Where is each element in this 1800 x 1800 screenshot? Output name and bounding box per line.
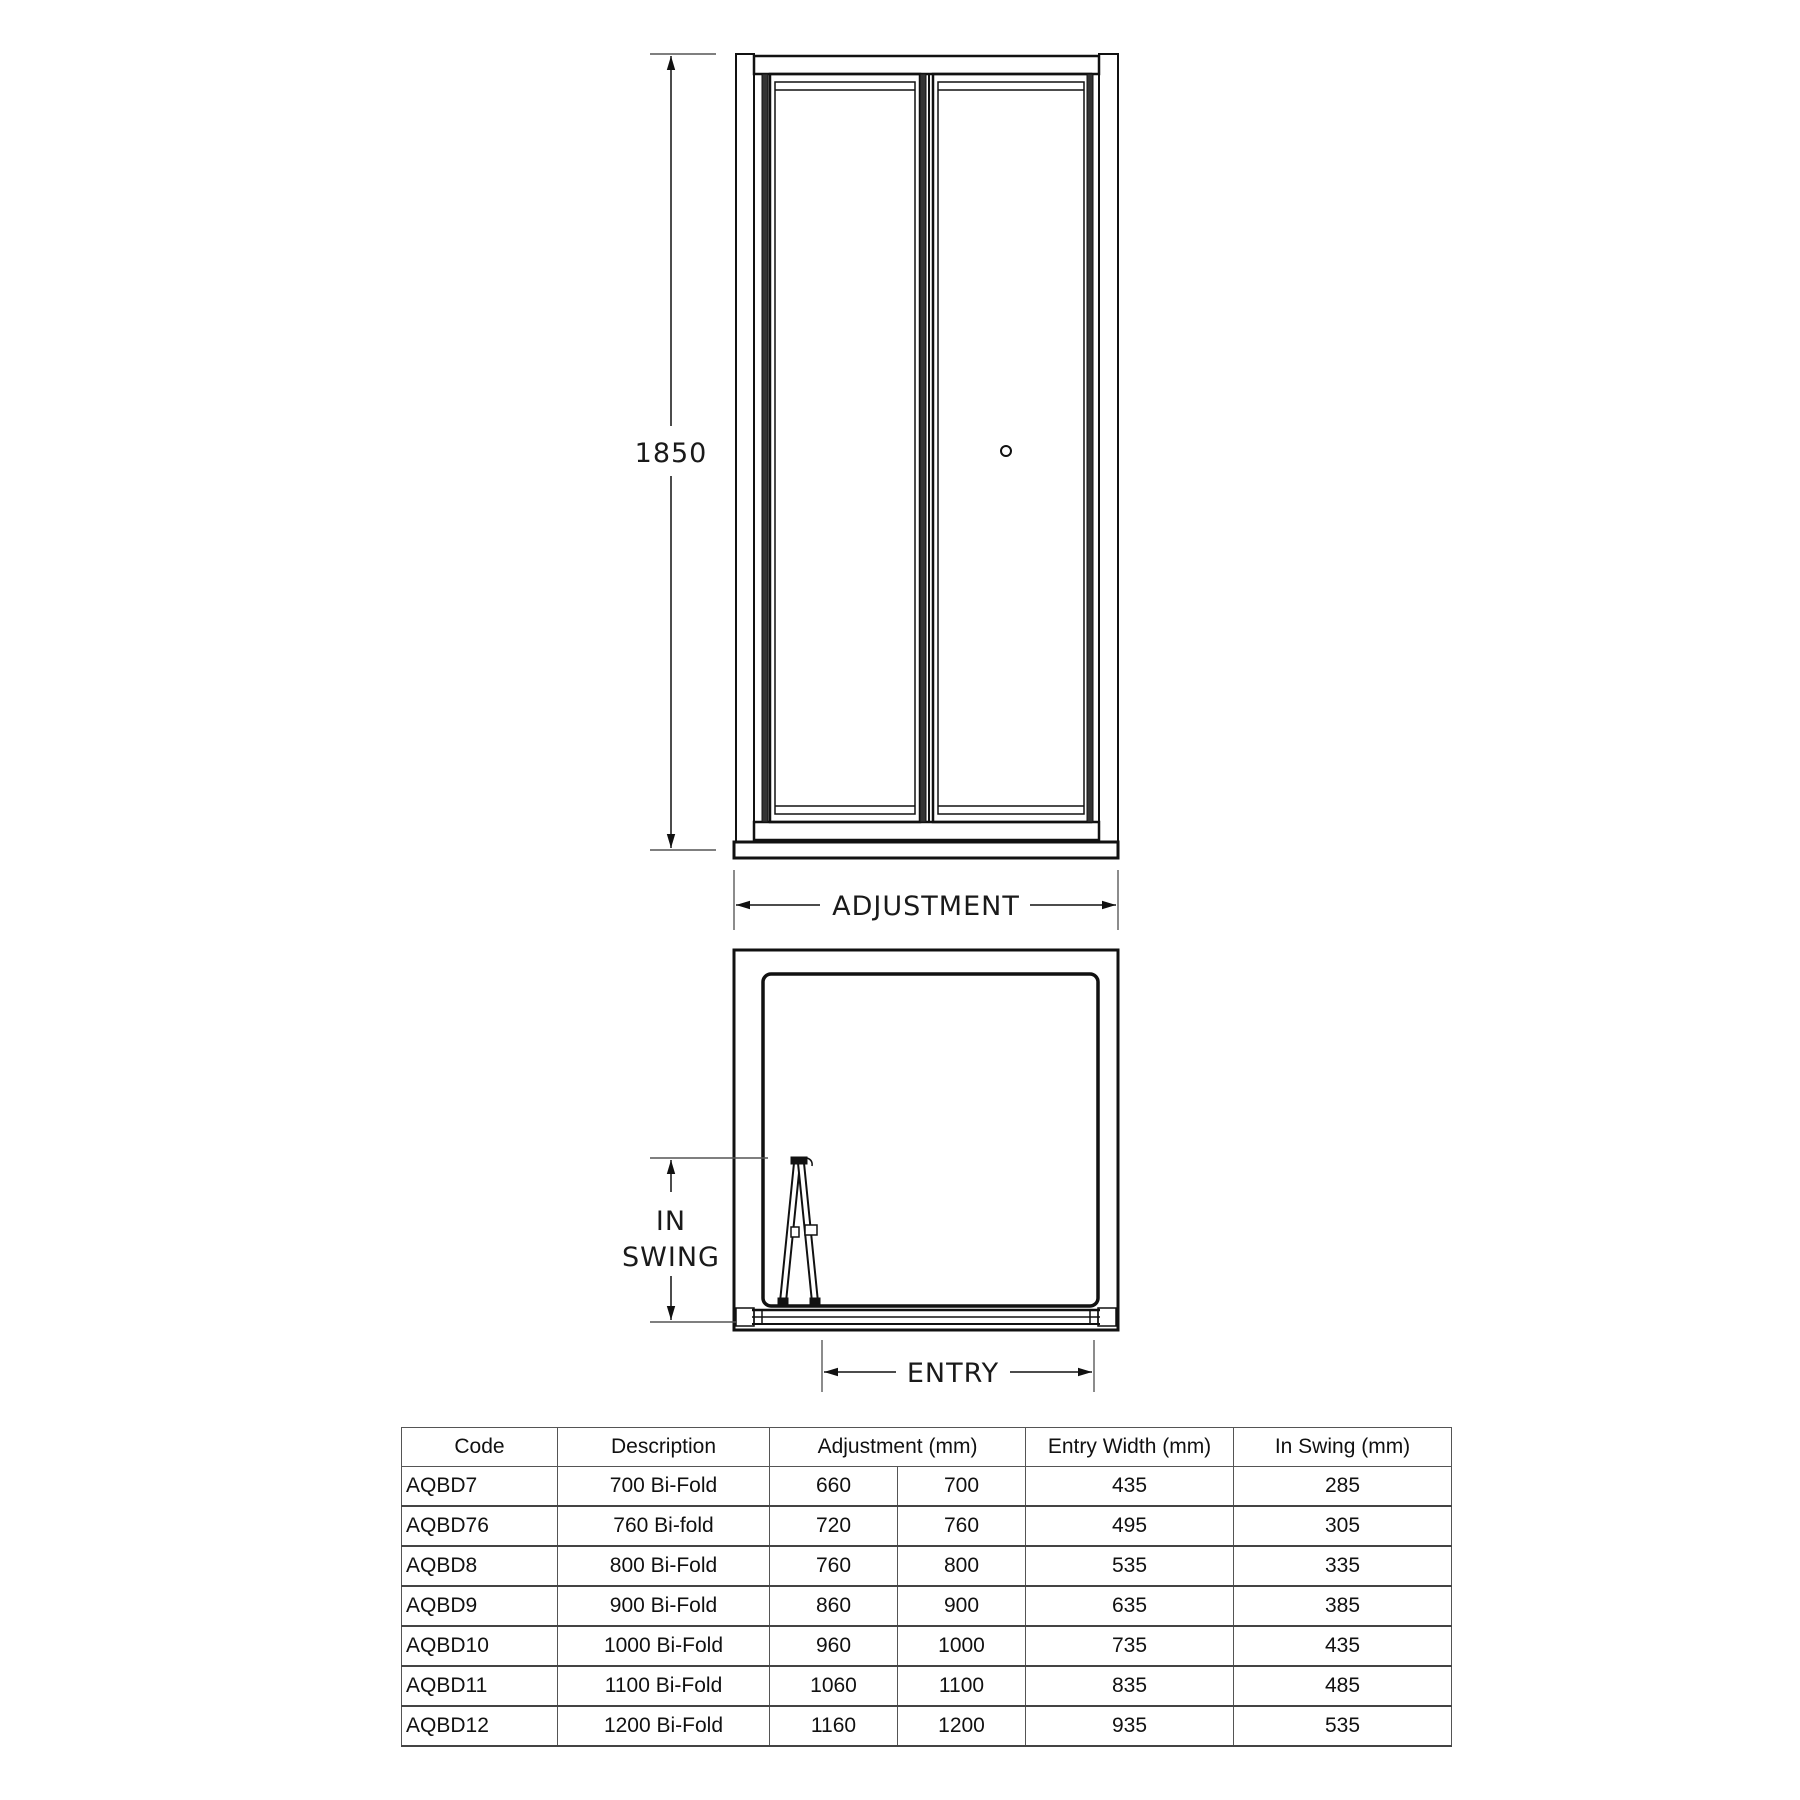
cell-description: 800 Bi-Fold [558, 1546, 770, 1586]
front-elevation [650, 54, 1118, 930]
cell-adjustment-min: 960 [770, 1626, 898, 1666]
cell-in-swing: 285 [1234, 1467, 1452, 1507]
cell-adjustment-max: 760 [898, 1506, 1026, 1546]
cell-description: 700 Bi-Fold [558, 1467, 770, 1507]
cell-code: AQBD12 [402, 1706, 558, 1746]
left-door-panel [762, 74, 920, 822]
bottom-rail [754, 822, 1099, 840]
table-row [402, 1506, 1452, 1546]
cell-entry-width: 495 [1026, 1506, 1234, 1546]
cell-description: 1200 Bi-Fold [558, 1706, 770, 1746]
cell-entry-width: 835 [1026, 1666, 1234, 1706]
table-row [402, 1706, 1452, 1746]
cell-code: AQBD11 [402, 1666, 558, 1706]
cell-adjustment-min: 1060 [770, 1666, 898, 1706]
cell-adjustment-max: 900 [898, 1586, 1026, 1626]
plan-view [650, 950, 1118, 1392]
cell-entry-width: 535 [1026, 1546, 1234, 1586]
height-dimension-label: 1850 [634, 438, 708, 469]
cell-in-swing: 485 [1234, 1666, 1452, 1706]
in-swing-dimension [650, 1158, 768, 1322]
cell-entry-width: 935 [1026, 1706, 1234, 1746]
specification-table [401, 1427, 1452, 1747]
cell-in-swing: 335 [1234, 1546, 1452, 1586]
cell-description: 760 Bi-fold [558, 1506, 770, 1546]
table-row [402, 1626, 1452, 1666]
in-swing-label-line2: SWING [622, 1242, 720, 1273]
entry-label: ENTRY [906, 1358, 1000, 1389]
in-swing-label-line1: IN [655, 1206, 687, 1237]
tray-outline [734, 950, 1118, 1330]
cell-in-swing: 535 [1234, 1706, 1452, 1746]
table-row [402, 1546, 1452, 1586]
door-track [736, 1308, 1116, 1326]
center-fold-stile [920, 74, 933, 822]
cell-entry-width: 735 [1026, 1626, 1234, 1666]
right-door-panel [933, 74, 1093, 822]
header-code: Code [402, 1428, 558, 1467]
adjustment-label: ADJUSTMENT [832, 891, 1020, 922]
cell-adjustment-min: 860 [770, 1586, 898, 1626]
cell-adjustment-max: 1100 [898, 1666, 1026, 1706]
header-entry-width: Entry Width (mm) [1026, 1428, 1234, 1467]
cell-description: 900 Bi-Fold [558, 1586, 770, 1626]
shower-tray-front [734, 842, 1118, 858]
cell-description: 1100 Bi-Fold [558, 1666, 770, 1706]
cell-adjustment-max: 1000 [898, 1626, 1026, 1666]
header-description: Description [558, 1428, 770, 1467]
cell-adjustment-max: 1200 [898, 1706, 1026, 1746]
folded-door-panels [778, 1157, 820, 1306]
table-header-row [402, 1428, 1452, 1467]
header-adjustment: Adjustment (mm) [770, 1428, 1026, 1467]
cell-entry-width: 635 [1026, 1586, 1234, 1626]
cell-code: AQBD76 [402, 1506, 558, 1546]
cell-adjustment-min: 760 [770, 1546, 898, 1586]
left-wall-profile [736, 54, 754, 842]
cell-adjustment-min: 1160 [770, 1706, 898, 1746]
table-row [402, 1666, 1452, 1706]
cell-adjustment-min: 660 [770, 1467, 898, 1507]
cell-adjustment-max: 700 [898, 1467, 1026, 1507]
cell-entry-width: 435 [1026, 1467, 1234, 1507]
cell-in-swing: 385 [1234, 1586, 1452, 1626]
cell-description: 1000 Bi-Fold [558, 1626, 770, 1666]
top-rail [754, 56, 1099, 74]
cell-adjustment-max: 800 [898, 1546, 1026, 1586]
cell-in-swing: 435 [1234, 1626, 1452, 1666]
door-handle-icon [1001, 446, 1011, 456]
header-in-swing: In Swing (mm) [1234, 1428, 1452, 1467]
cell-code: AQBD10 [402, 1626, 558, 1666]
cell-code: AQBD7 [402, 1467, 558, 1507]
table-row [402, 1586, 1452, 1626]
table-row [402, 1467, 1452, 1507]
cell-adjustment-min: 720 [770, 1506, 898, 1546]
right-wall-profile [1099, 54, 1118, 842]
cell-code: AQBD9 [402, 1586, 558, 1626]
cell-in-swing: 305 [1234, 1506, 1452, 1546]
cell-code: AQBD8 [402, 1546, 558, 1586]
